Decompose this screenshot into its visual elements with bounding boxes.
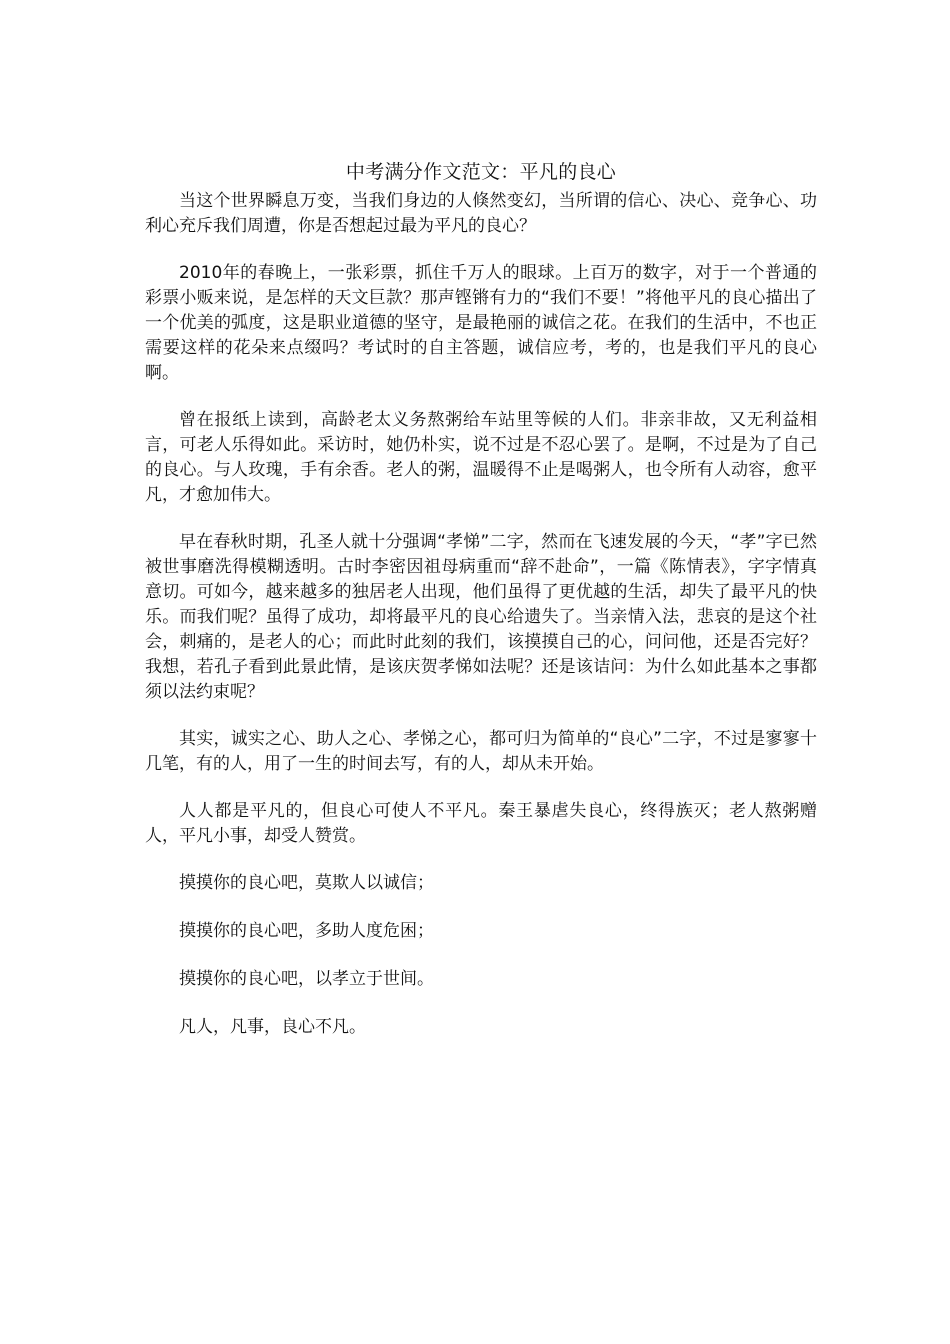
- paragraph-summary: 其实，诚实之心、助人之心、孝悌之心，都可归为简单的“良心”二字，不过是寥寥十几笔，有的人，用了一生的时间去写，有的人，却从未开始。: [145, 729, 817, 774]
- paragraph-refrain-honesty: 摸摸你的良心吧，莫欺人以诚信；: [179, 873, 434, 893]
- paragraph-filial-piety: 早在春秋时期，孔圣人就十分强调“孝悌”二字，然而在飞速发展的今天，“孝”字已然被世事磨洗得模糊透明。古时李密因祖母病重而“辞不赴命”，一篇《陈情表》，字字情真意切。可如今，越来越多的独居老人出现，他们虽得了更优越的生活，却失了最平凡的快乐。而我们呢？虽得了成功，却将最平凡的良心给遗失了。当亲情入法，悲哀的是这个社会，刺痛的，是老人的心；而此时此刻的我们，该摸摸自己的心，问问他，还是否完好？我想，若孔子看到此景此情，是该庆贺孝悌如法呢？还是该诘问：为什么如此基本之事都须以法约束呢？: [145, 532, 817, 702]
- document-page: [145, 158, 817, 1063]
- paragraph-lottery: 2010年的春晚上，一张彩票，抓住千万人的眼球。上百万的数字，对于一个普通的彩票小贩来说，是怎样的天文巨款？那声铿锵有力的“我们不要！”将他平凡的良心描出了一个优美的弧度，这是职业道德的坚守，是最艳丽的诚信之花。在我们的生活中，不也正需要这样的花朵来点缀吗？考试时的自主答题，诚信应考，考的，也是我们平凡的良心啊。: [145, 263, 817, 383]
- paragraph-refrain-filial: 摸摸你的良心吧，以孝立于世间。: [179, 969, 434, 989]
- paragraph-intro: 当这个世界瞬息万变，当我们身边的人倏然变幻，当所谓的信心、决心、竞争心、功利心充斥我们周遭，你是否想起过最为平凡的良心？: [145, 191, 817, 236]
- paragraph-refrain-help: 摸摸你的良心吧，多助人度危困；: [179, 921, 434, 941]
- document-title: 中考满分作文范文：平凡的良心: [345, 161, 617, 183]
- paragraph-ordinary: 人人都是平凡的，但良心可使人不平凡。秦王暴虐失良心，终得族灭；老人熬粥赠人，平凡小事，却受人赞赏。: [145, 801, 817, 846]
- paragraph-conclusion: 凡人，凡事，良心不凡。: [179, 1017, 366, 1037]
- paragraph-porridge: 曾在报纸上读到，高龄老太义务熬粥给车站里等候的人们。非亲非故，又无利益相言，可老人乐得如此。采访时，她仍朴实，说不过是不忍心罢了。是啊，不过是为了自己的良心。与人玫瑰，手有余香。老人的粥，温暖得不止是喝粥人，也令所有人动容，愈平凡，才愈加伟大。: [145, 410, 817, 505]
